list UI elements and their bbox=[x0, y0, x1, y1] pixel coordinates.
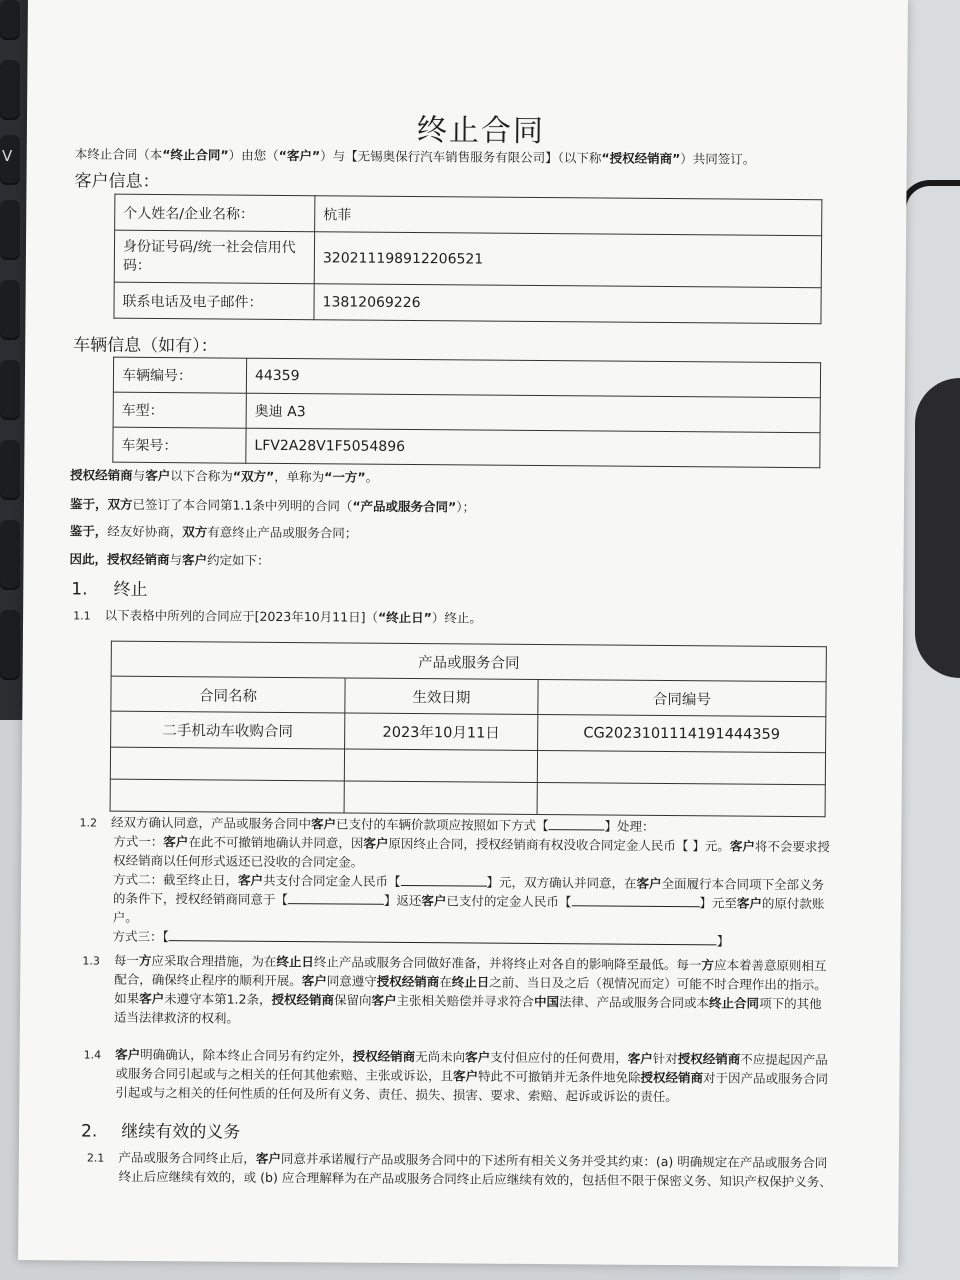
table-cell bbox=[110, 779, 344, 813]
text-bold: 授权经销商 bbox=[352, 1048, 416, 1065]
text: 应本着善意原则相互 bbox=[713, 957, 827, 974]
recital-whereas-1 bbox=[70, 494, 475, 515]
text: 主张相关赔偿并寻求符合 bbox=[396, 992, 535, 1010]
text: 与 bbox=[169, 552, 183, 568]
text: 在此不可撤销地确认并同意，因 bbox=[188, 834, 364, 851]
clause-number: 1.3 bbox=[82, 954, 100, 968]
text-bold: 因此，授权经销商 bbox=[69, 551, 170, 568]
vehicle-info-table bbox=[112, 357, 821, 469]
text-bold: “终止日” bbox=[377, 609, 432, 626]
text: 】处理： bbox=[604, 818, 655, 834]
table-cell: 2023年10月11日 bbox=[345, 713, 538, 751]
clause-number: 1.1 bbox=[73, 609, 91, 623]
recital-therefore bbox=[69, 549, 269, 569]
table-row bbox=[114, 230, 821, 288]
text-bold: 授权经销商 bbox=[376, 973, 440, 990]
text: 如果 bbox=[114, 990, 140, 1006]
column-header: 生效日期 bbox=[345, 678, 538, 715]
clause-1-2-option-3 bbox=[113, 927, 730, 950]
text: 共支付合同定金人民币【 bbox=[263, 872, 401, 889]
customer-heading: 客户信息： bbox=[74, 171, 160, 193]
clause-1-4-line-3: 引起或与之相关的任何性质的任何及所有义务、责任、损失、损害、要求、索赔、起诉或诉讼的责任。 bbox=[115, 1084, 678, 1105]
text-bold: “产品或服务合同” bbox=[352, 498, 457, 515]
paper-document bbox=[18, 0, 908, 1267]
text-bold: 客户 bbox=[115, 1046, 141, 1062]
text: 明确确认，除本终止合同另有约定外， bbox=[140, 1046, 353, 1064]
text: 配合，确保终止程序的顺利开展。 bbox=[114, 971, 302, 989]
key-v bbox=[0, 135, 20, 185]
cell-label: 车型： bbox=[113, 392, 246, 428]
text: 已支付的车辆价款项应按照如下方式【 bbox=[335, 816, 549, 834]
text-bold: 客户 bbox=[452, 1068, 479, 1084]
text: 以下表格中所列的合同应于[2023年10月11日]（ bbox=[104, 607, 379, 625]
mouse bbox=[915, 378, 960, 678]
table-cell bbox=[537, 751, 825, 785]
text: 的条件下，授权经销商同意于【 bbox=[112, 890, 288, 908]
blank-field bbox=[401, 885, 487, 887]
column-header: 合同编号 bbox=[538, 680, 826, 717]
clause-number: 1.4 bbox=[83, 1048, 102, 1062]
text: ）共同签订。 bbox=[680, 151, 756, 167]
text: 的原付款账 bbox=[761, 895, 825, 912]
clause-number: 1.2 bbox=[79, 816, 98, 830]
text-bold: “终止合同” bbox=[162, 147, 229, 163]
table-caption: 产品或服务合同 bbox=[111, 641, 826, 682]
blank-field bbox=[288, 903, 384, 905]
text: 针对 bbox=[652, 1050, 678, 1067]
text: 终止产品或服务合同做好准备，并将终止对各自的影响降至最低。每一 bbox=[313, 954, 702, 973]
key bbox=[0, 440, 20, 500]
clause-1-2-option-2-end: 户。 bbox=[112, 909, 138, 925]
key bbox=[0, 360, 20, 420]
clause-1-3-line-4: 适当法律救济的权利。 bbox=[113, 1009, 240, 1026]
text-bold: 客户 bbox=[636, 875, 662, 892]
text: 方式三：【 bbox=[112, 928, 169, 945]
text: 。 bbox=[365, 469, 379, 485]
table-cell bbox=[344, 749, 537, 783]
cell-label: 车辆编号： bbox=[113, 357, 246, 393]
text: 经友好协商， bbox=[107, 523, 183, 540]
table-row bbox=[113, 392, 820, 433]
text: ）； bbox=[456, 499, 476, 515]
cell-value: 13812069226 bbox=[314, 284, 821, 324]
clause-1-2-option-1-cont: 权经销商以任何形式返还已没收的合同定金。 bbox=[113, 852, 364, 870]
text: ）终止。 bbox=[431, 610, 482, 626]
intro-paragraph bbox=[75, 144, 756, 167]
text-bold: 鉴于， bbox=[69, 523, 108, 539]
text: 】元至 bbox=[699, 895, 738, 911]
text: 】 bbox=[716, 933, 730, 949]
text-bold: 客户 bbox=[255, 1150, 281, 1167]
text: 特此不可撤销并无条件地免除 bbox=[477, 1068, 641, 1085]
cell-label: 联系电话及电子邮件： bbox=[114, 282, 314, 320]
text: 对于因产品或服务合同 bbox=[702, 1070, 829, 1087]
text-bold: 客户 bbox=[139, 990, 165, 1007]
text: 支付但应付的任何费用， bbox=[490, 1049, 628, 1066]
text: ）由您（ bbox=[228, 147, 279, 163]
clause-2-1-line-2: 终止后应继续有效的，或 (b) 应合理解释为在产品或服务合同终止后应继续有效的，包括但不限于保密义务、知识产权保护义务、 bbox=[118, 1168, 832, 1190]
cell-value: 杭菲 bbox=[315, 196, 822, 236]
text: 产品或服务合同终止后， bbox=[118, 1149, 256, 1166]
section-title: 继续有效的义务 bbox=[121, 1121, 241, 1143]
blank-field bbox=[548, 829, 604, 830]
text-bold: 授权经销商 bbox=[677, 1051, 741, 1067]
text: 以下合称为 bbox=[170, 468, 233, 484]
table-cell bbox=[537, 783, 825, 817]
table-row bbox=[113, 357, 820, 398]
section-1-heading bbox=[71, 574, 147, 600]
table-row bbox=[115, 194, 822, 236]
text: 将不会要求授 bbox=[754, 838, 830, 855]
text-bold: 授权经销商 bbox=[271, 991, 335, 1008]
text-bold: 终止日 bbox=[276, 953, 315, 970]
column-header: 合同名称 bbox=[111, 676, 345, 713]
text: 本终止合同（本 bbox=[74, 146, 163, 163]
text: 同意并承诺履行产品或服务合同中的下述所有相关义务并受其约束：(a) 明确规定在产品或服务合同 bbox=[280, 1151, 828, 1171]
text-bold: 客户 bbox=[421, 893, 447, 909]
cell-value: 奥迪 A3 bbox=[246, 393, 820, 433]
cell-label: 身份证号码/统一社会信用代码： bbox=[114, 230, 314, 284]
table-row bbox=[114, 282, 821, 324]
cell-value: LFV2A28V1F5054896 bbox=[246, 428, 820, 468]
section-title: 终止 bbox=[113, 579, 148, 600]
text-bold: 客户 bbox=[182, 552, 208, 568]
text: 方式一： bbox=[113, 833, 164, 850]
text-bold: “客户” bbox=[278, 147, 321, 164]
key bbox=[0, 60, 20, 120]
text-bold: 双方 bbox=[182, 524, 208, 540]
text-bold: “双方” bbox=[232, 468, 275, 484]
key bbox=[0, 200, 20, 260]
table-cell bbox=[344, 781, 537, 815]
key bbox=[0, 610, 20, 680]
recital-parties bbox=[70, 465, 378, 485]
text-bold: 客户 bbox=[237, 872, 264, 888]
cell-value: 44359 bbox=[246, 358, 820, 398]
text-bold: 客户 bbox=[310, 816, 337, 832]
text: 之前、当日及之后（视情况而定）可能不时合理作出的指示。 bbox=[489, 974, 827, 993]
text-bold: 终止合同 bbox=[709, 995, 760, 1011]
text: 未遵守本第1.2条， bbox=[164, 991, 272, 1007]
text: 方式二：截至终止日， bbox=[112, 871, 239, 888]
section-number: 2. bbox=[80, 1121, 98, 1142]
text-bold: 中国 bbox=[534, 994, 560, 1010]
text: 项下的其他 bbox=[759, 995, 822, 1012]
document-title: 终止合同 bbox=[416, 113, 546, 150]
text: 或服务合同引起或与之相关的任何其他索赔、主张或诉讼，且 bbox=[115, 1065, 454, 1084]
cell-label: 车架号： bbox=[113, 427, 246, 463]
text: 】元，双方确认并同意，在 bbox=[486, 874, 637, 891]
text-bold: 终止日 bbox=[451, 974, 490, 990]
recital-whereas-2 bbox=[70, 521, 358, 541]
text: 约定如下： bbox=[207, 552, 270, 568]
text-bold: 授权经销商 bbox=[70, 467, 133, 483]
section-number: 1. bbox=[71, 579, 88, 600]
vehicle-heading: 车辆信息（如有）： bbox=[73, 335, 218, 357]
text-bold: 方 bbox=[701, 957, 715, 973]
clause-number: 2.1 bbox=[86, 1151, 105, 1165]
text: 经双方确认同意，产品或服务合同中 bbox=[110, 814, 312, 832]
text: 已签订了本合同第1.1条中列明的合同（ bbox=[132, 496, 353, 514]
blank-field bbox=[571, 905, 699, 907]
key-label: V bbox=[2, 147, 13, 165]
text-bold: “授权经销商” bbox=[601, 150, 681, 167]
text-bold: 客户 bbox=[465, 1049, 491, 1065]
text: 应采取合理措施，为在 bbox=[151, 952, 277, 969]
blank-field bbox=[169, 940, 717, 945]
text: 】返还 bbox=[383, 892, 422, 909]
table-row bbox=[111, 711, 826, 753]
table-cell: 二手机动车收购合同 bbox=[111, 711, 345, 749]
text-bold: 客户 bbox=[736, 895, 763, 911]
text: ）与【无锡奥保行汽车销售服务有限公司】（以下称 bbox=[320, 148, 602, 166]
customer-info-table bbox=[113, 194, 822, 325]
text-bold: 方 bbox=[138, 952, 152, 968]
cell-label: 个人姓名/企业名称： bbox=[115, 194, 315, 232]
cell-value: 320211198912206521 bbox=[314, 232, 821, 288]
clause-1-1 bbox=[73, 605, 482, 626]
key bbox=[0, 280, 20, 340]
table-header-row bbox=[111, 641, 826, 682]
text: 与 bbox=[132, 467, 146, 483]
text: 同意遵守 bbox=[326, 973, 377, 989]
text: 保留向 bbox=[333, 992, 372, 1008]
text-bold: 客户 bbox=[729, 838, 755, 854]
contract-table bbox=[110, 641, 827, 818]
table-cell bbox=[110, 747, 344, 781]
text-bold: “一方” bbox=[324, 469, 366, 485]
text: 原因终止合同，授权经销商有权没收合同定金人民币【 】元。 bbox=[388, 835, 730, 854]
text-bold: 客户 bbox=[163, 834, 189, 850]
key bbox=[0, 0, 20, 40]
table-row bbox=[113, 427, 820, 468]
text: 已支付的定金人民币【 bbox=[446, 893, 572, 910]
text-bold: 鉴于，双方 bbox=[69, 496, 133, 512]
text-bold: 客户 bbox=[301, 973, 327, 989]
text: 每一 bbox=[113, 952, 139, 968]
table-cell: CG2023101114191444359 bbox=[538, 715, 826, 753]
text: 法律、产品或服务合同或本 bbox=[559, 994, 710, 1011]
text: 在 bbox=[439, 974, 452, 990]
section-2-heading bbox=[81, 1116, 240, 1142]
text-bold: 客户 bbox=[627, 1050, 653, 1066]
text-bold: 客户 bbox=[145, 467, 171, 484]
text-bold: 客户 bbox=[371, 992, 397, 1008]
key bbox=[0, 520, 20, 590]
table-row-empty bbox=[110, 779, 825, 817]
text-bold: 授权经销商 bbox=[640, 1069, 704, 1086]
text: 不应提起因产品 bbox=[740, 1051, 828, 1068]
text: 无尚未向 bbox=[415, 1049, 466, 1065]
text-bold: 客户 bbox=[363, 835, 389, 851]
text: 全面履行本合同项下全部义务 bbox=[661, 876, 825, 893]
text: ，单称为 bbox=[274, 468, 325, 485]
column-header-row bbox=[111, 676, 826, 717]
text: 有意终止产品或服务合同； bbox=[207, 524, 358, 541]
